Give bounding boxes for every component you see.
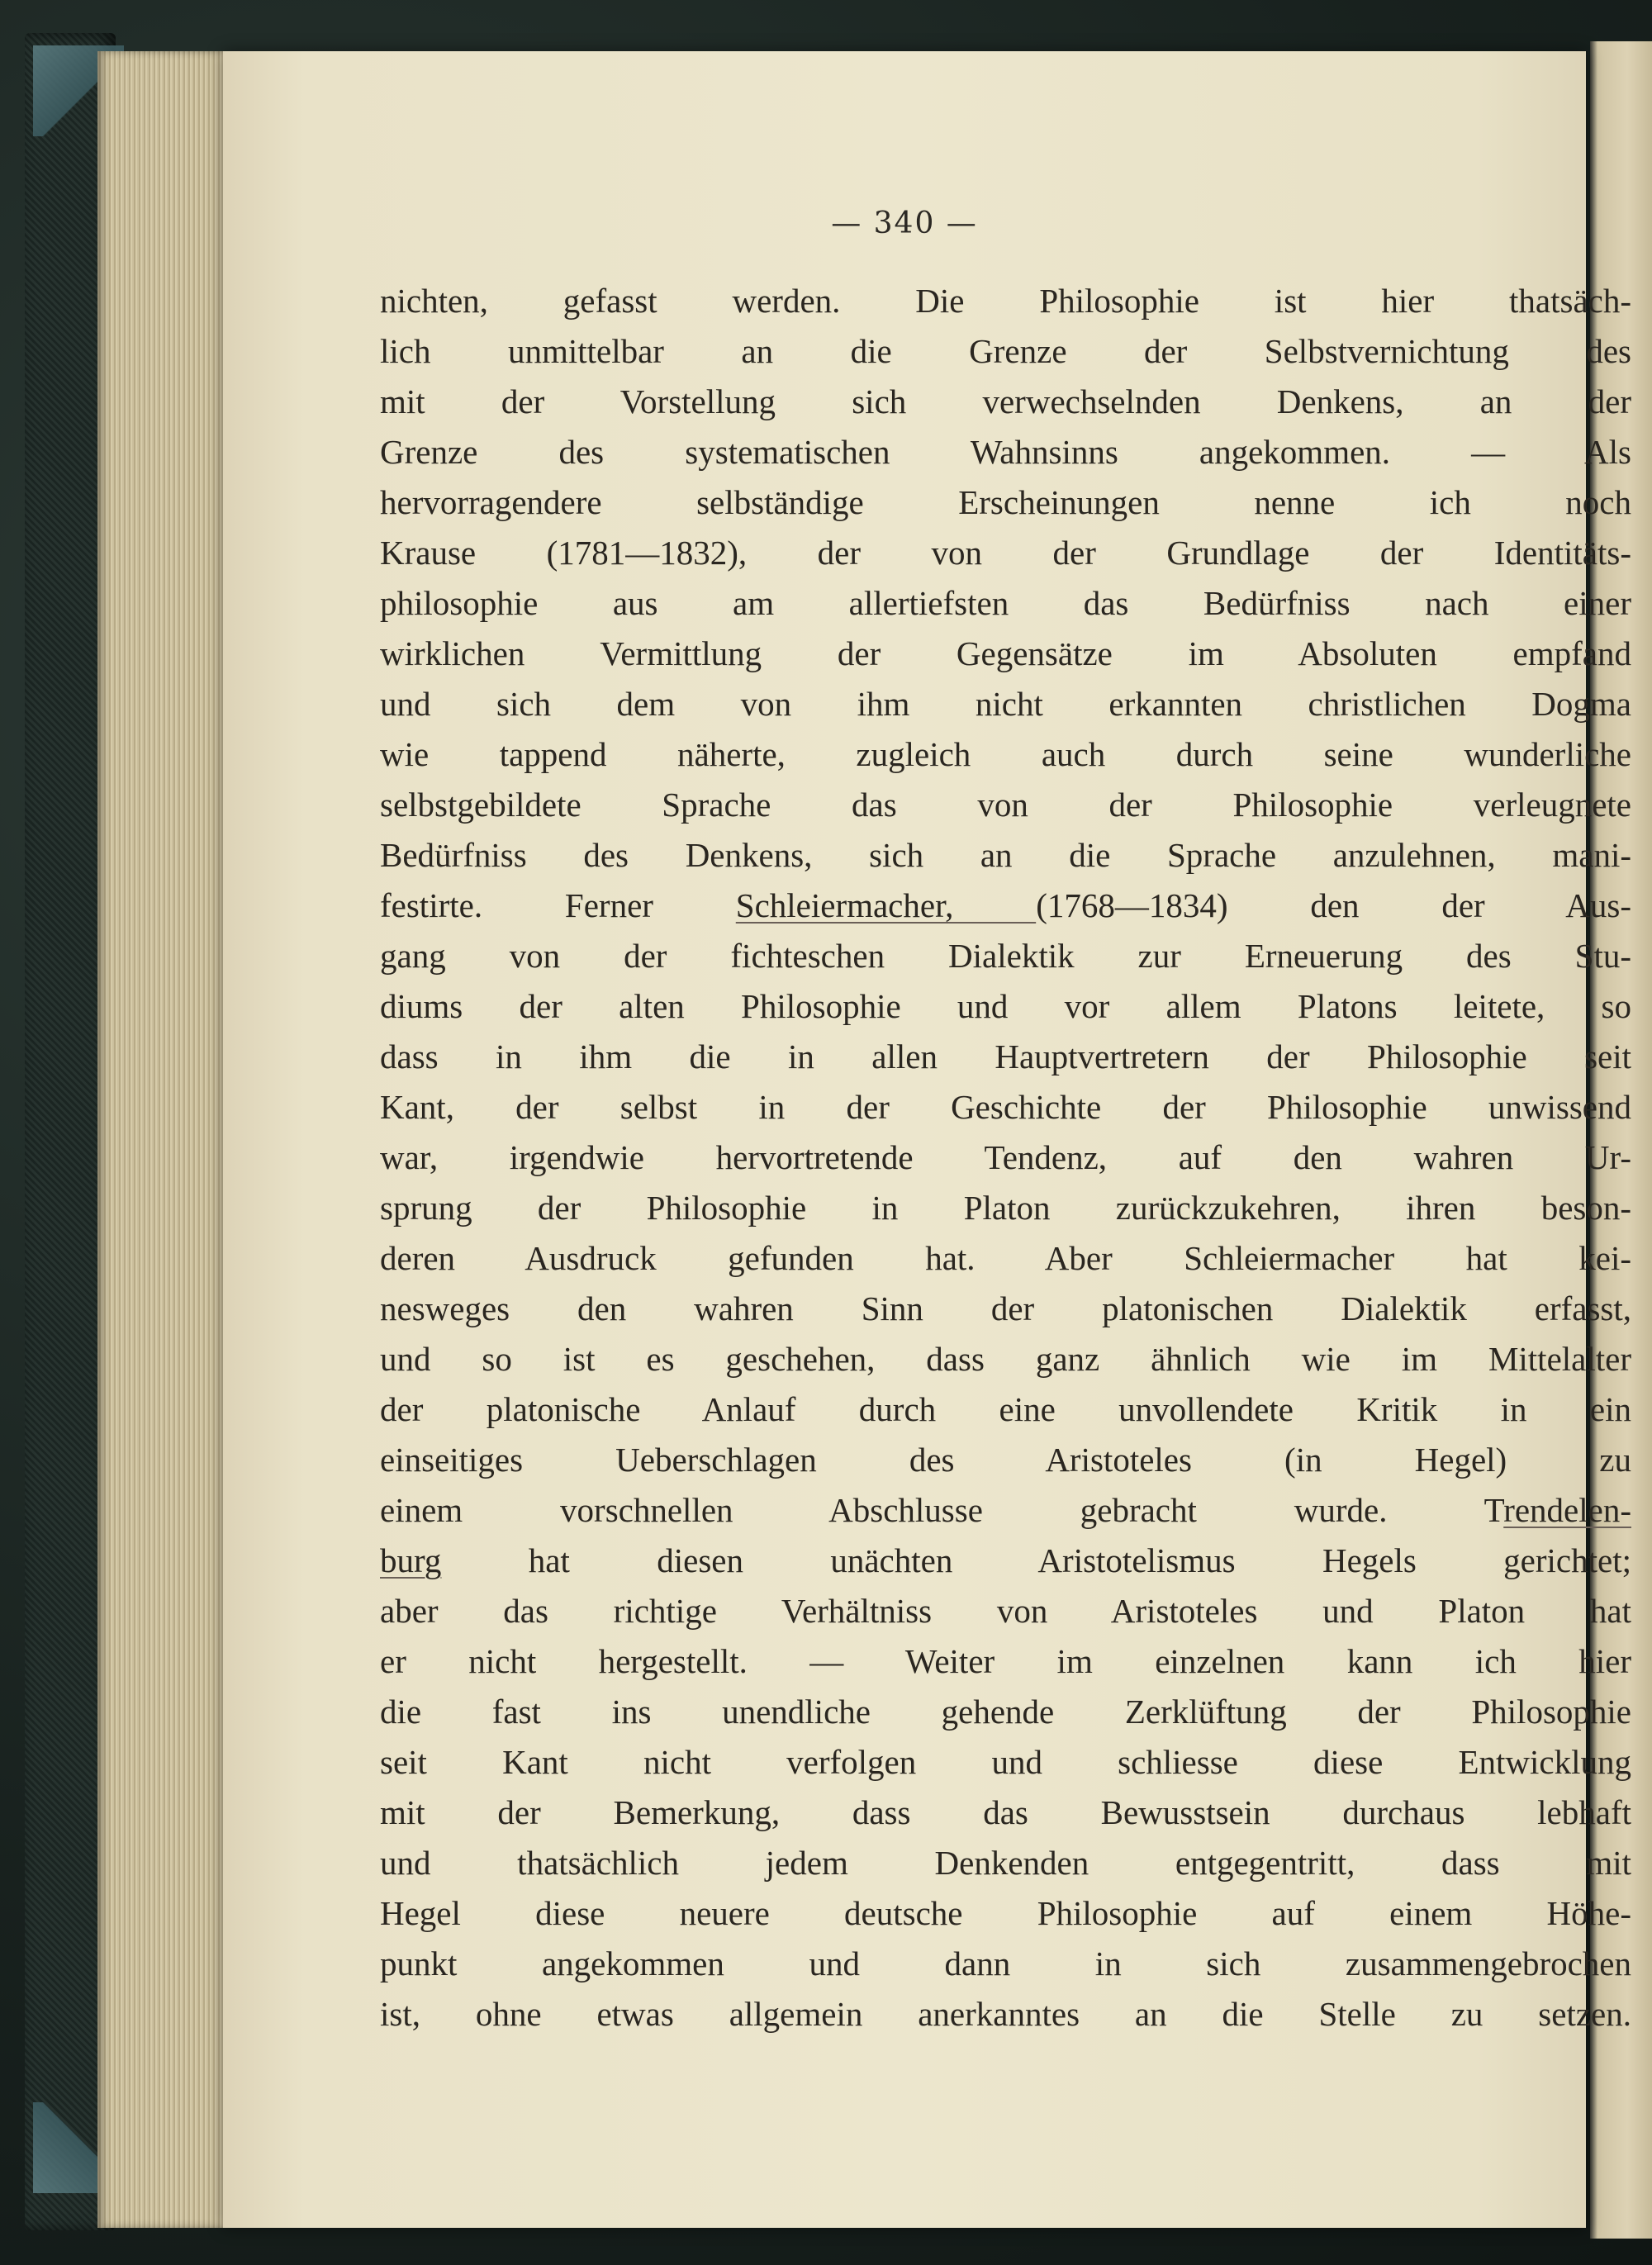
text-segment: (1768—1834) den der Aus-	[1036, 886, 1632, 924]
text-line: der platonische Anlauf durch eine unvollendete Kritik in ein	[380, 1390, 1631, 1428]
text-line: die fast ins unendliche gehende Zerklüftung der Philosophie	[380, 1693, 1631, 1731]
text-line: Krause (1781—1832), der von der Grundlage der Identitäts-	[380, 534, 1631, 572]
text-line: philosophie aus am allertiefsten das Bedürfniss nach einer	[380, 584, 1631, 622]
text-line: diums der alten Philosophie und vor allem Platons leitete, so	[380, 987, 1631, 1025]
text-line: war, irgendwie hervortretende Tendenz, auf den wahren Ur-	[380, 1138, 1631, 1176]
text-line-annotated	[380, 1536, 1631, 1586]
underlined-name: rendelen-	[1503, 1491, 1631, 1529]
text-line: seit Kant nicht verfolgen und schliesse diese Entwicklung	[380, 1743, 1631, 1781]
text-segment: einem vorschnellen Abschlusse gebracht wurde. T	[380, 1491, 1504, 1529]
text-line: und sich dem von ihm nicht erkannten christlichen Dogma	[380, 685, 1631, 723]
text-line: lich unmittelbar an die Grenze der Selbstvernichtung des	[380, 332, 1631, 370]
text-line: Kant, der selbst in der Geschichte der Philosophie unwissend	[380, 1088, 1631, 1126]
text-line: gang von der fichteschen Dialektik zur Erneuerung des Stu-	[380, 937, 1631, 975]
body-text	[380, 276, 1631, 2039]
text-line-annotated	[380, 1485, 1631, 1536]
page-number: — 340 —	[831, 207, 978, 240]
underlined-name: burg	[380, 1541, 442, 1579]
text-line: er nicht hergestellt. — Weiter im einzelnen kann ich hier	[380, 1642, 1631, 1680]
text-line: nesweges den wahren Sinn der platonischen Dialektik erfasst,	[380, 1289, 1631, 1327]
underlined-name: Schleiermacher,	[735, 886, 1037, 924]
text-line-annotated	[380, 881, 1631, 931]
text-line: und thatsächlich jedem Denkenden entgegentritt, dass mit	[380, 1844, 1631, 1882]
text-line: hervorragendere selbständige Erscheinungen nenne ich noch	[380, 483, 1631, 521]
text-line: aber das richtige Verhältniss von Aristoteles und Platon hat	[380, 1592, 1631, 1630]
text-line: Bedürfniss des Denkens, sich an die Sprache anzulehnen, mani-	[380, 836, 1631, 874]
text-segment: hat diesen unächten Aristotelismus Hegels gerichtet;	[441, 1541, 1631, 1579]
text-line: einseitiges Ueberschlagen des Aristoteles (in Hegel) zu	[380, 1441, 1631, 1479]
text-line: wirklichen Vermittlung der Gegensätze im Absoluten empfand	[380, 634, 1631, 672]
text-line: und so ist es geschehen, dass ganz ähnlich wie im Mittelalter	[380, 1340, 1631, 1378]
text-segment: festirte. Ferner	[380, 886, 736, 924]
text-line: deren Ausdruck gefunden hat. Aber Schleiermacher hat kei-	[380, 1239, 1631, 1277]
text-line: Hegel diese neuere deutsche Philosophie auf einem Höhe-	[380, 1894, 1631, 1932]
text-line: dass in ihm die in allen Hauptvertretern der Philosophie seit	[380, 1038, 1631, 1076]
book-page	[223, 51, 1632, 2228]
text-line: selbstgebildete Sprache das von der Philosophie verleugnete	[380, 786, 1631, 824]
text-line: Grenze des systematischen Wahnsinns angekommen. — Als	[380, 433, 1631, 471]
text-line: wie tappend näherte, zugleich auch durch seine wunderliche	[380, 735, 1631, 773]
text-line: nichten, gefasst werden. Die Philosophie ist hier thatsäch-	[380, 282, 1631, 320]
page-edges	[97, 51, 230, 2228]
text-line: ist, ohne etwas allgemein anerkanntes an die Stelle zu setzen.	[380, 1995, 1631, 2033]
text-line: mit der Vorstellung sich verwechselnden Denkens, an der	[380, 382, 1631, 420]
text-line: sprung der Philosophie in Platon zurückzukehren, ihren beson-	[380, 1189, 1631, 1227]
text-line: punkt angekommen und dann in sich zusammengebrochen	[380, 1944, 1631, 1982]
text-line: mit der Bemerkung, dass das Bewusstsein durchaus lebhaft	[380, 1793, 1631, 1831]
